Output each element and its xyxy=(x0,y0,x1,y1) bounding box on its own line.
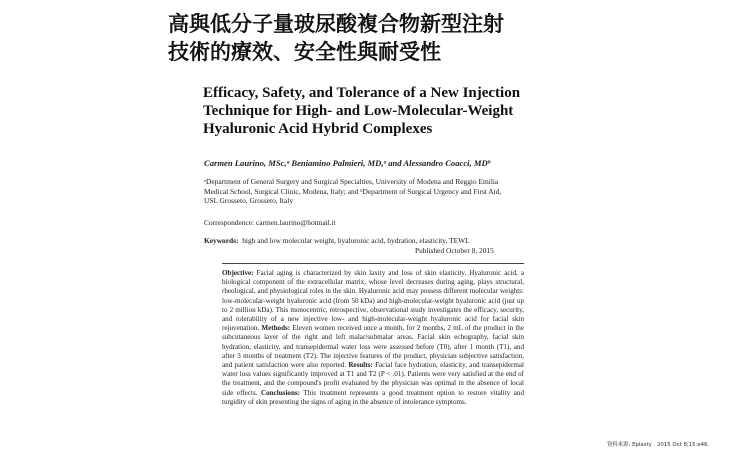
keywords-text: high and low molecular weight, hyaluronic acid, hydration, elasticity, TEWL xyxy=(242,236,470,245)
methods-label: Methods: xyxy=(261,324,291,333)
paper-title-line-2: Technique for High- and Low-Molecular-Weight xyxy=(203,103,514,119)
results-label: Results: xyxy=(348,361,373,370)
paper-header xyxy=(203,84,533,138)
source-note: 資料來源: Eplasty . 2015 Oct 8;15:e46. xyxy=(607,442,710,448)
keywords xyxy=(204,236,534,245)
methods-text: Eleven women received once a month, for 2 months, 2 mL of the product in the subcutaneous layer of the right and left malar/submalar areas. Facial skin echography, facial skin hydration, elasticity, and transepidermal water loss were assessed before (T0), after 1 month (T1), and after 3 months of treatment (T2). The injective features of the product, physician subjective satisfaction, and patient satisfaction were also reported. xyxy=(222,324,524,370)
conclusions-text: This treatment represents a good treatment option to restore vitality and turgidity of skin presenting the signs of aging in the absence of intolerance symptoms. xyxy=(222,388,524,406)
abstract-box xyxy=(222,263,524,456)
paper-authors: Carmen Laurino, MSc,ᵃ Beniamino Palmieri, MD,ᵃ and Alessandro Coacci, MDᵇ xyxy=(204,158,491,168)
conclusions-label: Conclusions: xyxy=(261,388,301,397)
published-date: Published October 8, 2015 xyxy=(415,246,494,255)
abstract xyxy=(222,269,524,407)
objective-label: Objective: xyxy=(222,269,254,277)
affiliation-line-3: USL Grosseto, Grosseto, Italy xyxy=(204,196,294,206)
slide-title-line-1: 高與低分子量玻尿酸複合物新型注射 xyxy=(168,12,504,36)
slide-title xyxy=(168,10,588,66)
objective-text: Facial aging is characterized by skin laxity and loss of skin elasticity. Hyaluronic acid, a biological component of the extracellular matrix, whose level decreases during aging, plays structural, rheological, and physiological roles in the skin. Hyaluronic acid may possess different molecular weights: low-molecular-weight hyaluronic acid (from 50 kDa) and high-molecular-weight hyaluronic acid (just up to 2 million kDa). This monocentric, retrospective, observational study investigates the efficacy, security, and tolerability of a new injective low- and high-molecular-weight hyaluronic acid for facial skin rejuvenation. xyxy=(222,269,524,333)
correspondence: Correspondence: carmen.laurino@hotmail.it xyxy=(204,218,336,227)
results-text: Facial face hydration, elasticity, and transepidermal water loss values significantly improved at T1 and T2 (P < .01). Patients were very satisfied at the end of the treatment, and the compound's profit evaluated by the physician was optimal in the absence of local side effects. xyxy=(222,361,524,397)
paper-title xyxy=(203,84,533,138)
paper-title-line-3: Hyaluronic Acid Hybrid Complexes xyxy=(203,121,433,137)
affiliation-line-2: Medical School, Surgical Clinic, Modena, Italy; and ᵇDepartment of Surgical Urgency and First Aid, xyxy=(204,186,502,196)
affiliation-line-1: ᵃDepartment of General Surgery and Surgical Specialties, University of Modena and Reggio Emilia xyxy=(204,177,499,186)
paper-title-line-1: Efficacy, Safety, and Tolerance of a New Injection xyxy=(203,85,521,101)
keywords-label: Keywords: xyxy=(204,236,239,245)
paper-affiliations xyxy=(204,177,534,206)
slide-title-line-2: 技術的療效、安全性與耐受性 xyxy=(168,40,441,64)
